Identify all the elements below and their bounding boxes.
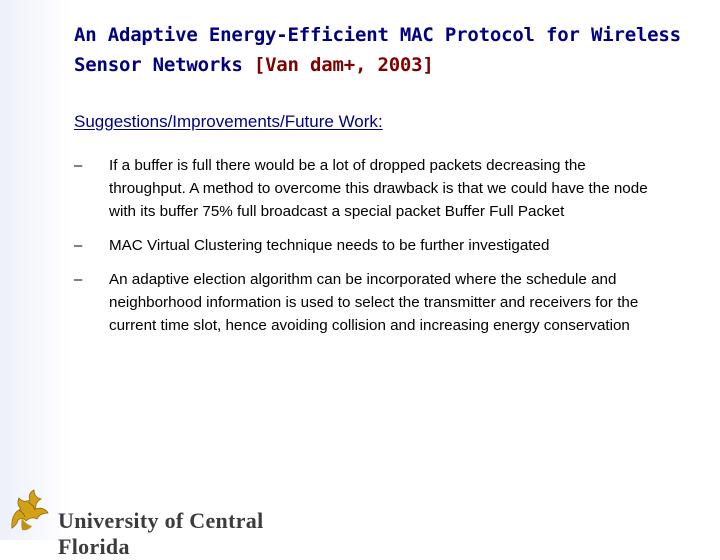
subheading-suffix: : bbox=[377, 112, 383, 131]
ucf-logo-text: University of Central Florida bbox=[58, 508, 264, 559]
bullet-dash: – bbox=[74, 271, 83, 288]
bullet-item bbox=[74, 154, 674, 223]
slide-left-gradient bbox=[0, 0, 70, 540]
title-citation: [Van dam+, 2003] bbox=[253, 54, 434, 76]
bullet-text: An adaptive election algorithm can be incorporated where the schedule and neighborhood information is used to select the transmitter and receivers for the current time slot, hence avoiding collision and increasing energy conservation bbox=[109, 271, 639, 334]
ucf-logo bbox=[6, 488, 326, 559]
pegasus-logo-icon bbox=[6, 488, 52, 534]
subheading-text: Suggestions/Improvements/Future Work bbox=[74, 112, 378, 131]
slide-title bbox=[74, 20, 714, 80]
title-main: An Adaptive Energy-Efficient MAC Protocol for Wireless Sensor Networks bbox=[74, 24, 681, 76]
bullet-text: If a buffer is full there would be a lot of dropped packets decreasing the throughput. A method to overcome this drawback is that we could have the node with its buffer 75% full broadcast a special packet Buffer Full Packet bbox=[109, 157, 648, 220]
bullet-text: MAC Virtual Clustering technique needs to be further investigated bbox=[109, 237, 550, 254]
bullet-dash: – bbox=[74, 157, 83, 174]
bullet-dash: – bbox=[74, 237, 83, 254]
bullet-list bbox=[74, 154, 674, 348]
bullet-item bbox=[74, 268, 674, 337]
bullet-item bbox=[74, 234, 674, 257]
section-subheading bbox=[74, 112, 383, 132]
